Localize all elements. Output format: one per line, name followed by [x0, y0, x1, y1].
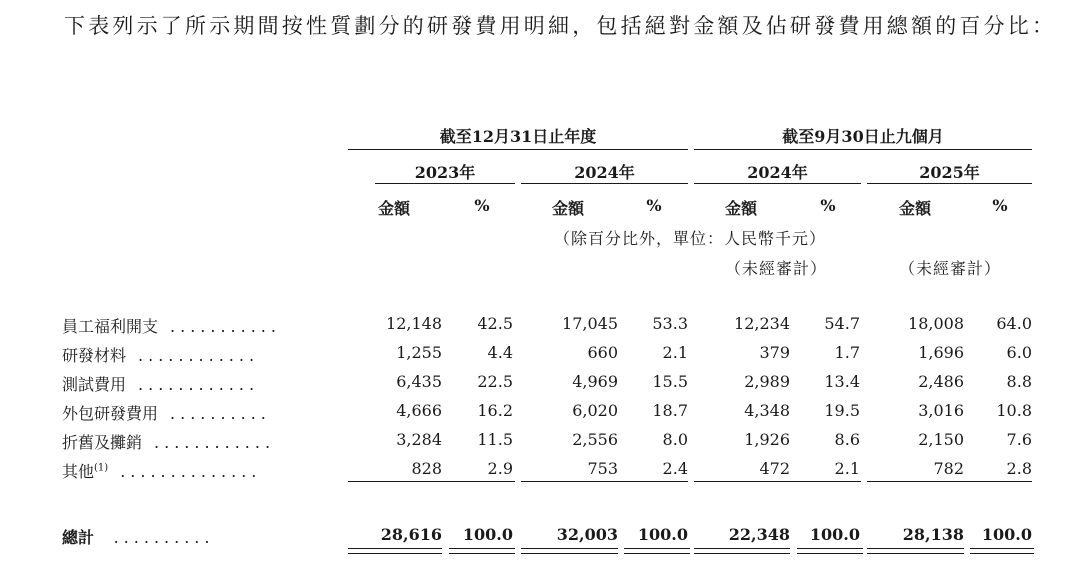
- amount-cell: 4,348: [744, 401, 790, 420]
- total-double-rule: [970, 548, 1034, 549]
- total-row-label: [62, 525, 214, 548]
- row-label: [62, 401, 271, 424]
- amount-cell: 18,008: [908, 314, 964, 333]
- percent-cell: 6.0: [1006, 343, 1032, 362]
- subtotal-rule-3: [694, 481, 861, 482]
- subtotal-rule-1: [348, 481, 515, 482]
- percent-cell: 7.6: [1006, 430, 1032, 449]
- percent-cell: 22.5: [477, 372, 513, 391]
- header-pct-3: %: [820, 196, 836, 215]
- amount-cell: 3,016: [918, 401, 964, 420]
- percent-cell: 8.0: [662, 430, 688, 449]
- total-double-rule: [797, 553, 863, 554]
- total-double-rule: [521, 548, 618, 549]
- row-label-text: 其他: [62, 462, 95, 481]
- total-label-dots: ..........: [113, 528, 215, 547]
- percent-cell: 19.5: [824, 401, 860, 420]
- percent-cell: 8.8: [1006, 372, 1032, 391]
- amount-cell: 6,435: [396, 372, 442, 391]
- amount-cell: 4,666: [396, 401, 442, 420]
- percent-cell: 2.1: [834, 459, 860, 478]
- percent-cell: 2.4: [662, 459, 688, 478]
- amount-cell: 3,284: [396, 430, 442, 449]
- header-year-2025: 2025年: [919, 163, 980, 182]
- total-double-rule: [694, 553, 790, 554]
- amount-cell: 753: [587, 459, 618, 478]
- header-amount-2: 金額: [551, 199, 584, 218]
- percent-cell: 64.0: [996, 314, 1032, 333]
- percent-cell: 10.8: [996, 401, 1032, 420]
- row-label: [62, 372, 259, 395]
- header-year-2024-nine: 2024年: [747, 163, 808, 182]
- total-double-rule: [521, 553, 618, 554]
- row-label-dots: ..........: [170, 404, 271, 423]
- total-percent-cell: 100.0: [809, 525, 860, 544]
- header-amount-1: 金額: [377, 199, 410, 218]
- total-double-rule: [797, 548, 863, 549]
- total-double-rule: [694, 548, 790, 549]
- total-double-rule: [867, 548, 964, 549]
- header-year-2024: 2024年: [574, 163, 635, 182]
- footnote-marker: (1): [94, 462, 109, 474]
- header-pct-2: %: [646, 196, 662, 215]
- subtotal-rule-4: [867, 481, 1032, 482]
- unit-note: （除百分比外，單位：人民幣千元）: [553, 229, 826, 248]
- header-year-2023: 2023年: [414, 163, 476, 182]
- row-label-dots: ...........: [170, 317, 281, 336]
- unaudited-note-2: （未經審計）: [898, 259, 1001, 278]
- header-group-nine-months: 截至9月30日止九個月: [782, 127, 944, 146]
- row-label-text: 研發材料: [62, 346, 127, 365]
- amount-cell: 2,556: [572, 430, 618, 449]
- percent-cell: 2.8: [1006, 459, 1032, 478]
- header-pct-1: %: [474, 196, 490, 215]
- header-year-rule-2025: [867, 183, 1032, 184]
- header-group-year-ended: 截至12月31日止年度: [439, 127, 597, 146]
- row-label: [62, 459, 261, 482]
- amount-cell: 1,926: [744, 430, 790, 449]
- percent-cell: 11.5: [477, 430, 513, 449]
- total-amount-cell: 22,348: [728, 525, 790, 544]
- unaudited-note-1: （未經審計）: [724, 259, 827, 278]
- amount-cell: 782: [933, 459, 964, 478]
- header-group-rule-1: [348, 149, 688, 150]
- total-double-rule: [970, 553, 1034, 554]
- total-amount-cell: 28,138: [902, 525, 964, 544]
- row-label-dots: ............: [138, 346, 260, 365]
- intro-paragraph: 下表列示了所示期間按性質劃分的研發費用明細，包括絕對金額及佔研發費用總額的百分比：: [64, 14, 1057, 38]
- amount-cell: 2,150: [918, 430, 964, 449]
- total-double-rule: [624, 548, 690, 549]
- total-double-rule: [449, 553, 515, 554]
- percent-cell: 8.6: [834, 430, 860, 449]
- amount-cell: 1,255: [396, 343, 442, 362]
- row-label-dots: ............: [154, 433, 276, 452]
- total-label-text: 總計: [62, 528, 95, 547]
- amount-cell: 2,989: [744, 372, 790, 391]
- percent-cell: 4.4: [487, 343, 513, 362]
- amount-cell: 17,045: [562, 314, 618, 333]
- row-label-dots: ..............: [120, 462, 262, 481]
- row-label-text: 外包研發費用: [62, 404, 159, 423]
- amount-cell: 660: [587, 343, 618, 362]
- percent-cell: 18.7: [652, 401, 688, 420]
- total-double-rule: [624, 553, 690, 554]
- total-double-rule: [449, 548, 515, 549]
- header-amount-4: 金額: [898, 199, 931, 218]
- amount-cell: 1,696: [918, 343, 964, 362]
- percent-cell: 54.7: [824, 314, 860, 333]
- header-pct-4: %: [992, 196, 1008, 215]
- header-year-rule-2024-nine: [694, 183, 861, 184]
- percent-cell: 13.4: [824, 372, 860, 391]
- row-label-text: 折舊及攤銷: [62, 433, 143, 452]
- total-percent-cell: 100.0: [981, 525, 1032, 544]
- total-amount-cell: 28,616: [380, 525, 442, 544]
- row-label: [62, 314, 281, 337]
- amount-cell: 472: [759, 459, 790, 478]
- row-label-text: 員工福利開支: [62, 317, 159, 336]
- row-label: [62, 430, 275, 453]
- amount-cell: 12,148: [386, 314, 442, 333]
- header-amount-3: 金額: [724, 199, 757, 218]
- percent-cell: 16.2: [477, 401, 513, 420]
- amount-cell: 12,234: [734, 314, 790, 333]
- row-label-dots: ............: [138, 375, 260, 394]
- header-group-rule-2: [694, 149, 1032, 150]
- total-amount-cell: 32,003: [556, 525, 618, 544]
- amount-cell: 6,020: [572, 401, 618, 420]
- subtotal-rule-2: [521, 481, 688, 482]
- row-label-text: 測試費用: [62, 375, 127, 394]
- amount-cell: 379: [759, 343, 790, 362]
- row-label: [62, 343, 259, 366]
- percent-cell: 1.7: [834, 343, 860, 362]
- header-year-rule-2023: [375, 183, 515, 184]
- percent-cell: 42.5: [477, 314, 513, 333]
- header-year-rule-2024: [521, 183, 688, 184]
- percent-cell: 53.3: [652, 314, 688, 333]
- total-double-rule: [348, 548, 442, 549]
- percent-cell: 2.1: [662, 343, 688, 362]
- total-percent-cell: 100.0: [462, 525, 513, 544]
- total-double-rule: [348, 553, 442, 554]
- percent-cell: 2.9: [487, 459, 513, 478]
- amount-cell: 4,969: [572, 372, 618, 391]
- amount-cell: 2,486: [918, 372, 964, 391]
- total-double-rule: [867, 553, 964, 554]
- percent-cell: 15.5: [652, 372, 688, 391]
- total-percent-cell: 100.0: [637, 525, 688, 544]
- amount-cell: 828: [411, 459, 442, 478]
